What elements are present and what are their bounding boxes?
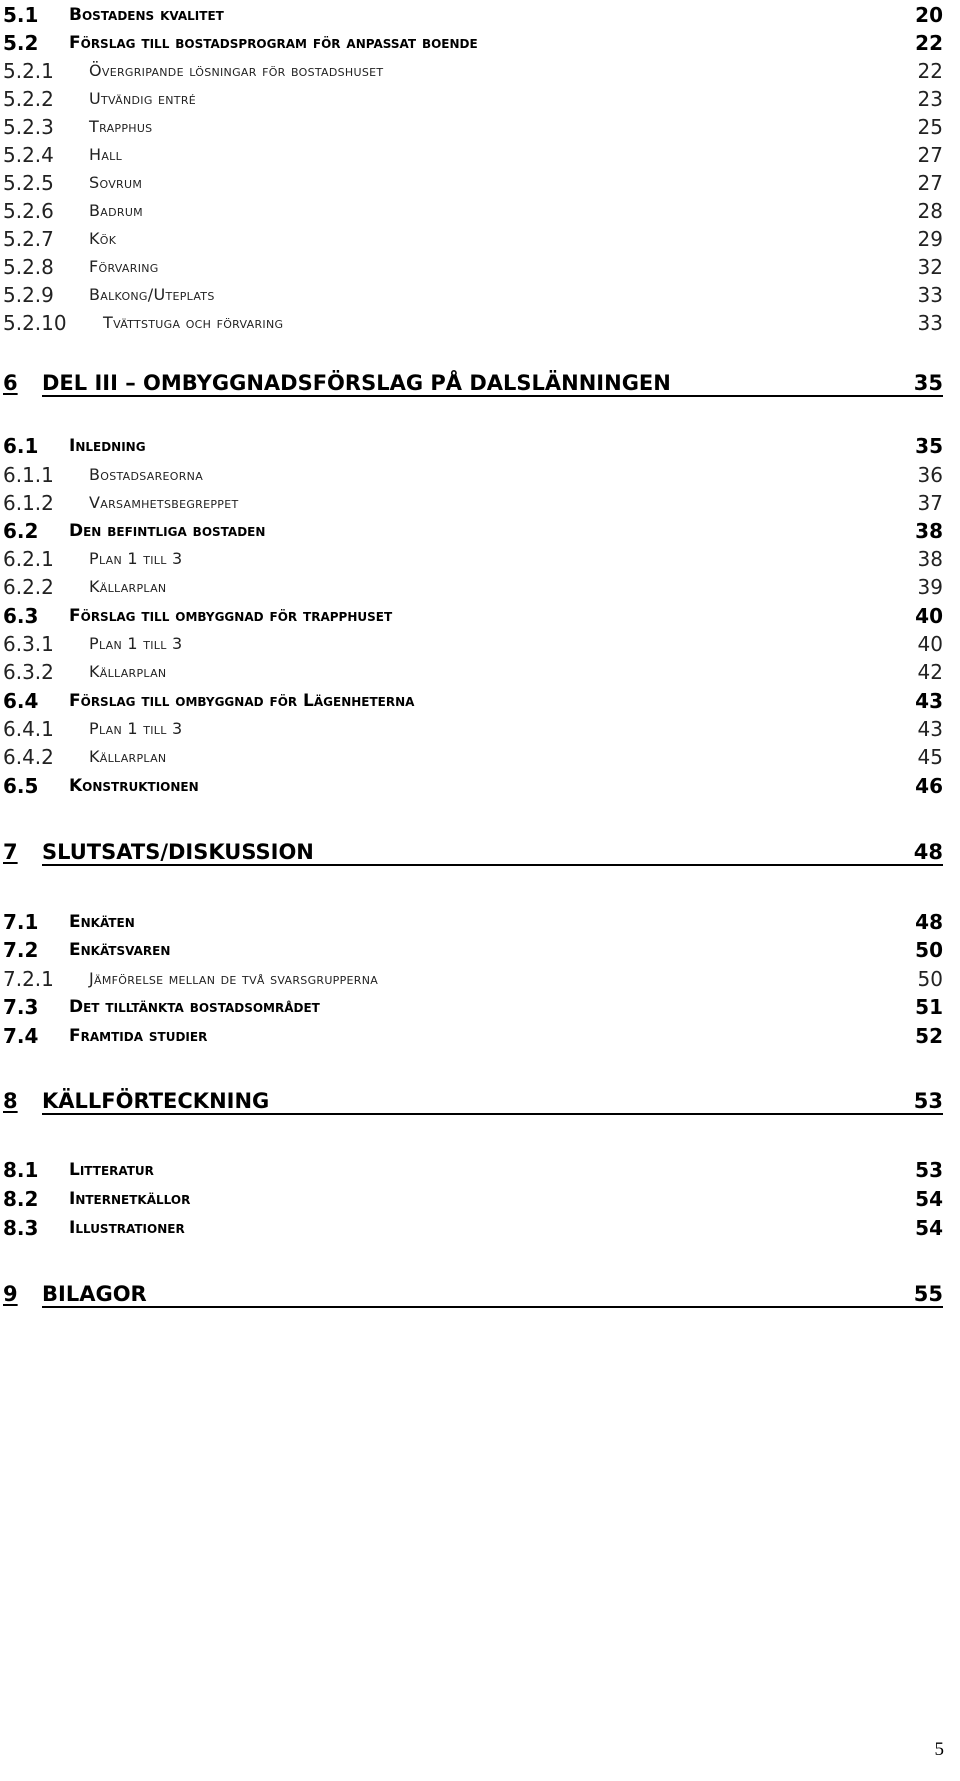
toc-entry-number: 5.2.4 [3,143,54,167]
toc-entry-page: 33 [917,283,943,307]
toc-entry-title: Konstruktionen [69,776,199,796]
toc-entry-page: 40 [915,604,943,628]
toc-entry-page: 35 [915,434,943,458]
toc-entry-title: Framtida studier [69,1026,208,1046]
toc-entry-page: 53 [915,1158,943,1182]
toc-entry-page: 38 [915,519,943,543]
toc-entry-title: Källarplan [89,747,167,766]
toc-entry-page: 22 [917,59,943,83]
toc-entry-title: Övergripande lösningar för bostadshuset [89,61,384,80]
toc-entry-number: 6.2.1 [3,547,54,571]
toc-entry-page: 42 [917,660,943,684]
toc-entry[interactable] [0,516,960,546]
toc-entry-number: 7.1 [3,910,39,934]
toc-entry-title: Tvättstuga och förvaring [103,313,284,332]
toc-entry-page: 51 [915,995,943,1019]
toc-entry-number: 7 [3,840,18,864]
toc-entry-title: Kök [89,229,117,248]
toc-entry[interactable] [0,992,960,1022]
toc-entry-title: Litteratur [69,1160,154,1180]
toc-entry[interactable] [0,1184,960,1214]
toc-entry[interactable] [0,686,960,716]
toc-entry-number: 5.1 [3,3,39,27]
toc-entry[interactable] [0,836,960,868]
toc-entry-number: 6.1.1 [3,463,54,487]
toc-entry[interactable] [0,252,960,282]
toc-entry-number: 8 [3,1089,18,1113]
toc-entry-page: 23 [917,87,943,111]
toc-entry-title: KÄLLFÖRTECKNING [42,1089,270,1113]
toc-entry-number: 8.1 [3,1158,39,1182]
toc-entry-number: 7.4 [3,1024,39,1048]
toc-entry-number: 6.5 [3,774,39,798]
toc-entry[interactable] [0,168,960,198]
toc-entry[interactable] [0,572,960,602]
toc-entry[interactable] [0,771,960,801]
toc-entry-number: 6 [3,371,18,395]
toc-entry-number: 6.3.1 [3,632,54,656]
toc-entry[interactable] [0,28,960,58]
toc-entry-number: 5.2.3 [3,115,54,139]
toc-entry[interactable] [0,56,960,86]
toc-entry[interactable] [0,84,960,114]
toc-entry[interactable] [0,196,960,226]
toc-entry-title: Illustrationer [69,1218,185,1238]
toc-entry-title: Den befintliga bostaden [69,521,266,541]
toc-entry[interactable] [0,629,960,659]
toc-entry-page: 36 [917,463,943,487]
toc-entry-title: Varsamhetsbegreppet [89,493,239,512]
toc-entry-title: Förslag till ombyggnad för Lägenheterna [69,691,415,711]
toc-entry-page: 28 [917,199,943,223]
toc-entry-number: 7.3 [3,995,39,1019]
toc-entry-number: 6.4 [3,689,39,713]
toc-entry-page: 45 [917,745,943,769]
toc-entry-number: 8.2 [3,1187,39,1211]
toc-entry-title: BILAGOR [42,1282,147,1306]
toc-entry[interactable] [0,1278,960,1310]
toc-entry[interactable] [0,431,960,461]
toc-entry-number: 6.1.2 [3,491,54,515]
heading-underline [42,1113,943,1115]
toc-entry-number: 7.2.1 [3,967,54,991]
toc-entry[interactable] [0,0,960,30]
toc-entry-title: Inledning [69,436,146,456]
toc-entry-title: Det tilltänkta bostadsområdet [69,997,320,1017]
toc-entry-page: 55 [913,1282,943,1306]
toc-entry-title: Internetkällor [69,1189,191,1209]
toc-entry-number: 7.2 [3,938,39,962]
toc-entry-page: 43 [915,689,943,713]
toc-entry-page: 48 [913,840,943,864]
toc-entry-number: 6.2 [3,519,39,543]
toc-entry[interactable] [0,460,960,490]
toc-entry-page: 50 [915,938,943,962]
toc-entry-page: 22 [915,31,943,55]
toc-entry[interactable] [0,224,960,254]
toc-entry-number: 6.4.1 [3,717,54,741]
toc-entry-title: Trapphus [89,117,153,136]
toc-entry-title: Jämförelse mellan de två svarsgrupperna [89,969,379,988]
toc-entry[interactable] [0,742,960,772]
toc-entry-page: 37 [917,491,943,515]
toc-entry-title: Källarplan [89,577,167,596]
toc-entry-title: Källarplan [89,662,167,681]
toc-entry-title: Förslag till ombyggnad för trapphuset [69,606,393,626]
page-number: 5 [934,1739,944,1760]
toc-entry-page: 27 [917,171,943,195]
toc-entry-number: 6.3.2 [3,660,54,684]
toc-entry-page: 52 [915,1024,943,1048]
toc-entry-number: 6.4.2 [3,745,54,769]
toc-entry-title: Förslag till bostadsprogram för anpassat boende [69,33,478,53]
heading-underline [42,1306,943,1308]
toc-entry-title: Utvändig entré [89,89,197,108]
toc-entry-title: Plan 1 till 3 [89,719,183,738]
toc-entry-number: 6.3 [3,604,39,628]
toc-entry[interactable] [0,308,960,338]
toc-entry-title: Hall [89,145,123,164]
toc-entry-number: 8.3 [3,1216,39,1240]
toc-entry-number: 5.2.1 [3,59,54,83]
toc-entry[interactable] [0,544,960,574]
toc-entry-title: DEL III – OMBYGGNADSFÖRSLAG PÅ DALSLÄNNINGEN [42,371,671,395]
toc-entry-page: 39 [917,575,943,599]
toc-entry[interactable] [0,140,960,170]
toc-entry[interactable] [0,601,960,631]
toc-entry-page: 54 [915,1187,943,1211]
toc-entry-title: Plan 1 till 3 [89,634,183,653]
toc-entry-title: Badrum [89,201,143,220]
toc-entry[interactable] [0,1213,960,1243]
toc-entry-page: 38 [917,547,943,571]
toc-entry-title: Enkäten [69,912,135,932]
toc-entry-number: 5.2.10 [3,311,67,335]
toc-entry[interactable] [0,367,960,399]
toc-entry-page: 29 [917,227,943,251]
toc-entry-number: 5.2.2 [3,87,54,111]
toc-entry-page: 53 [913,1089,943,1113]
toc-entry-number: 9 [3,1282,18,1306]
toc-entry-page: 54 [915,1216,943,1240]
toc-entry-page: 33 [917,311,943,335]
toc-entry-number: 6.2.2 [3,575,54,599]
toc-entry[interactable] [0,280,960,310]
toc-entry-number: 5.2.5 [3,171,54,195]
toc-entry[interactable] [0,935,960,965]
toc-entry-title: Förvaring [89,257,159,276]
toc-entry[interactable] [0,907,960,937]
toc-entry-page: 43 [917,717,943,741]
toc-entry[interactable] [0,714,960,744]
toc-entry-number: 5.2.9 [3,283,54,307]
toc-entry-page: 50 [917,967,943,991]
toc-entry-page: 48 [915,910,943,934]
toc-entry-page: 20 [915,3,943,27]
toc-entry-page: 46 [915,774,943,798]
toc-entry-page: 40 [917,632,943,656]
toc-entry-number: 6.1 [3,434,39,458]
toc-entry-page: 32 [917,255,943,279]
toc-entry-page: 27 [917,143,943,167]
toc-entry[interactable] [0,112,960,142]
toc-entry[interactable] [0,1085,960,1117]
toc-entry[interactable] [0,657,960,687]
toc-entry-number: 5.2 [3,31,39,55]
toc-entry-number: 5.2.8 [3,255,54,279]
toc-entry-title: Bostadens kvalitet [69,5,224,25]
toc-entry-page: 25 [917,115,943,139]
toc-entry-page: 35 [913,371,943,395]
toc-entry[interactable] [0,1021,960,1051]
heading-underline [42,395,943,397]
toc-entry-title: SLUTSATS/DISKUSSION [42,840,314,864]
heading-underline [42,864,943,866]
toc-entry[interactable] [0,488,960,518]
toc-entry-title: Enkätsvaren [69,940,171,960]
toc-entry-number: 5.2.7 [3,227,54,251]
toc-entry-title: Plan 1 till 3 [89,549,183,568]
toc-entry-number: 5.2.6 [3,199,54,223]
toc-entry[interactable] [0,1155,960,1185]
toc-entry-title: Sovrum [89,173,143,192]
toc-entry[interactable] [0,964,960,994]
toc-entry-title: Balkong/Uteplats [89,285,215,304]
toc-entry-title: Bostadsareorna [89,465,204,484]
